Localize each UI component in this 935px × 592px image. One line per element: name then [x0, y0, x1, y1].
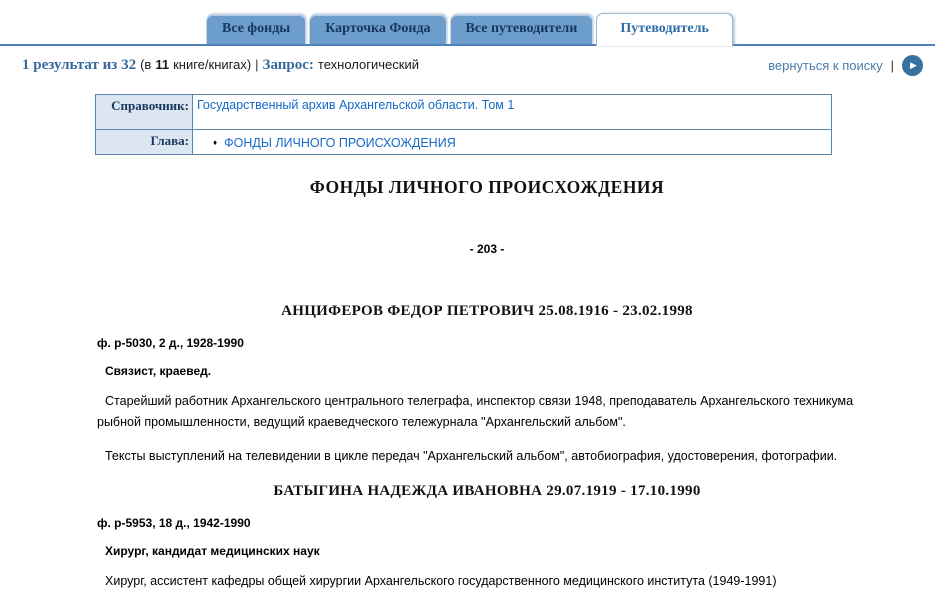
tab-all-fonds[interactable]: Все фонды	[206, 14, 306, 44]
tab-fond-card[interactable]: Карточка Фонда	[309, 14, 446, 44]
separator: |	[255, 57, 259, 72]
separator: |	[890, 58, 894, 73]
query-label: Запрос:	[262, 57, 314, 73]
bullet-icon: ♦	[213, 137, 218, 147]
fond-reference: ф. р-5030, 2 д., 1928-1990	[97, 336, 244, 350]
table-row-guidebook	[96, 95, 832, 130]
document-title: ФОНДЫ ЛИЧНОГО ПРОИСХОЖДЕНИЯ	[309, 177, 665, 197]
results-count: 1 результат из 32	[22, 57, 137, 73]
books-suffix: книге/книгах)	[173, 57, 252, 72]
info-table	[95, 94, 832, 155]
results-bar	[0, 46, 935, 84]
books-count: 11	[155, 57, 170, 72]
entry-paragraph: Хирург, ассистент кафедры общей хирургии Архангельского государственного медицинского института (1949-1991)	[105, 574, 777, 588]
occupation: Хирург, кандидат медицинских наук	[105, 544, 320, 558]
tab-guide[interactable]: Путеводитель	[596, 13, 733, 46]
play-icon: ▶	[910, 60, 917, 70]
tab-bar	[0, 0, 935, 46]
table-row-chapter	[96, 130, 832, 155]
back-to-search-link[interactable]: вернуться к поиску	[768, 58, 883, 73]
entry-paragraph: Старейший работник Архангельского центрального телеграфа, инспектор связи 1948, преподаватель Архангельского техникума рыбной промышленности, ведущий краеведческого тележурнала "Архангельский альбом".	[97, 394, 854, 429]
guidebook-label: Справочник:	[96, 95, 193, 130]
results-actions	[768, 55, 927, 76]
entry-heading: БАТЫГИНА НАДЕЖДА ИВАНОВНА 29.07.1919 - 17.10.1990	[273, 483, 701, 499]
page-number: - 203 -	[469, 242, 505, 256]
guidebook-link[interactable]: Государственный архив Архангельской области. Том 1	[197, 98, 515, 112]
entry-heading: АНЦИФЕРОВ ФЕДОР ПЕТРОВИЧ 25.08.1916 - 23.02.1998	[281, 303, 693, 319]
document-content	[97, 177, 877, 592]
entry-paragraph: Тексты выступлений на телевидении в цикле передач "Архангельский альбом", автобиография, удостоверения, фотографии.	[105, 449, 838, 463]
fond-reference: ф. р-5953, 18 д., 1942-1990	[97, 516, 251, 530]
books-prefix: (в	[140, 57, 152, 72]
chapter-label: Глава:	[96, 130, 193, 155]
query-value: технологический	[317, 57, 419, 72]
next-result-button[interactable]	[902, 55, 923, 76]
chapter-link[interactable]: ФОНДЫ ЛИЧНОГО ПРОИСХОЖДЕНИЯ	[224, 135, 456, 150]
tab-all-guides[interactable]: Все путеводители	[450, 14, 594, 44]
results-summary	[22, 57, 419, 74]
occupation: Связист, краевед.	[105, 364, 212, 378]
